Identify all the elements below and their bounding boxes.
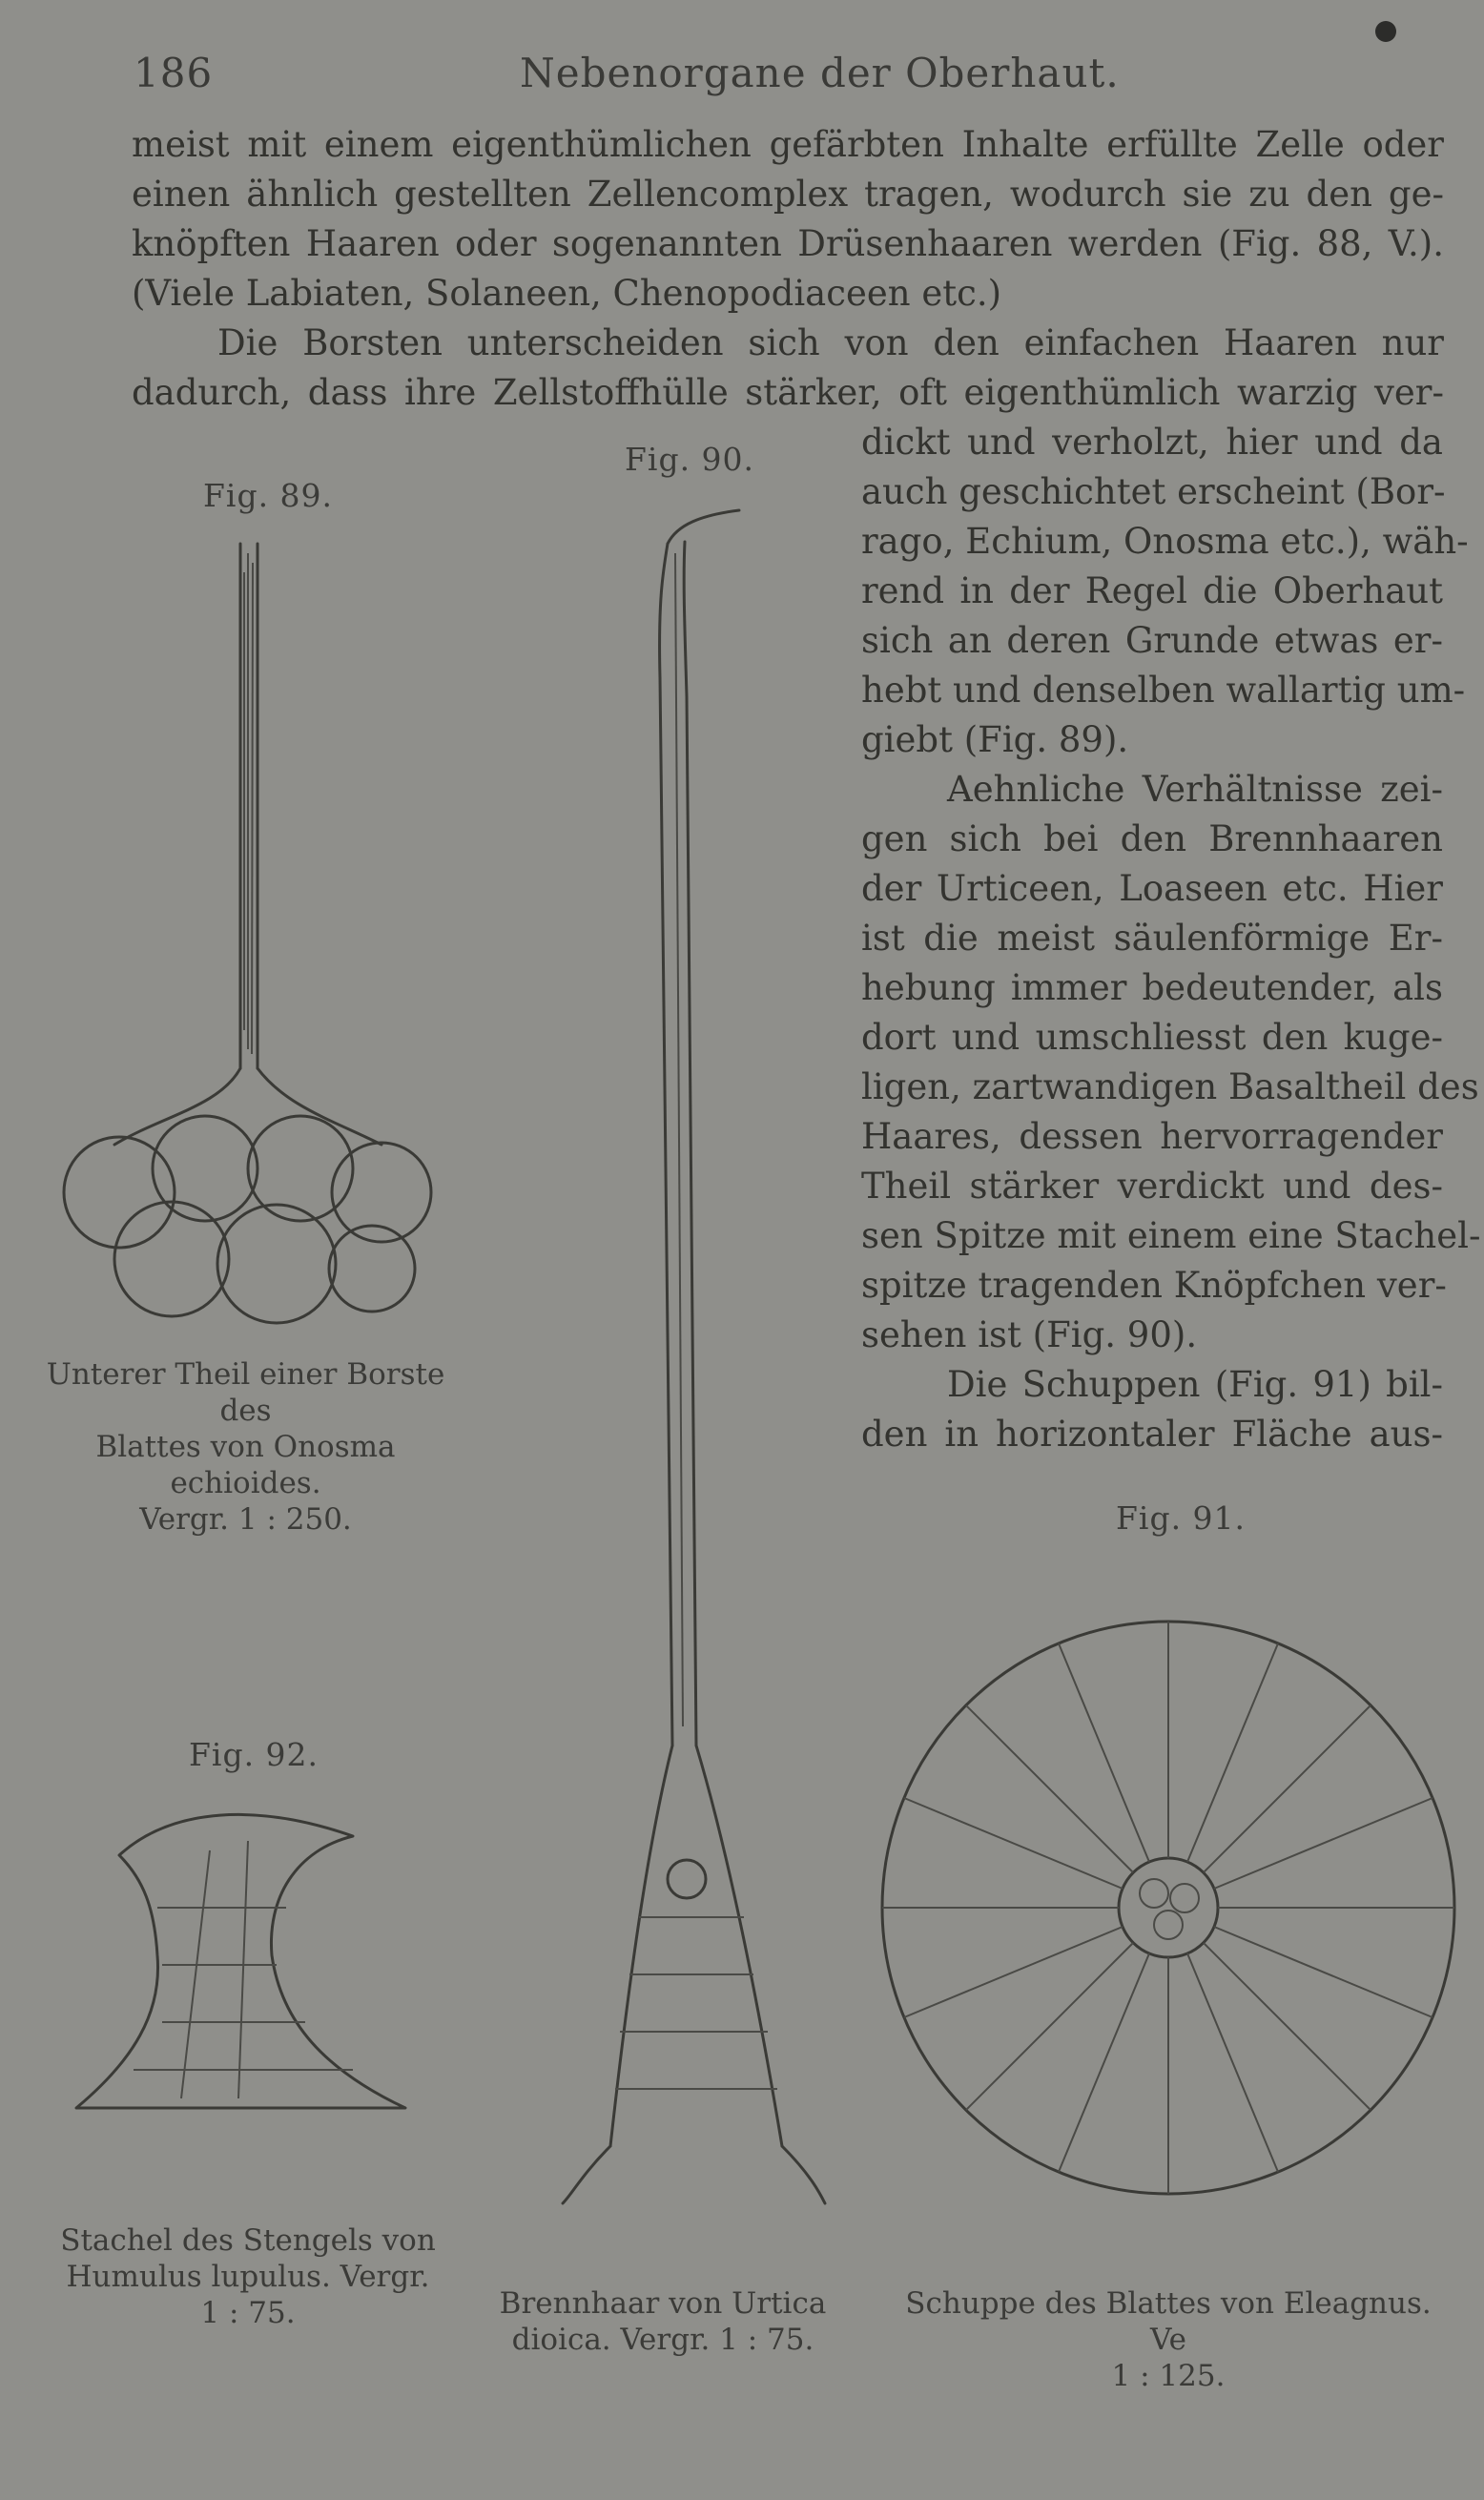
text-line: giebt (Fig. 89). xyxy=(861,719,1129,760)
text-line: rend in der Regel die Oberhaut xyxy=(861,570,1443,611)
ink-spot xyxy=(1375,21,1396,42)
text-line: sen Spitze mit einem eine Stachel- xyxy=(861,1215,1481,1256)
text-line: Haares, dessen hervorragender xyxy=(861,1116,1443,1157)
fig91-label: Fig. 91. xyxy=(1116,1499,1247,1537)
page-number: 186 xyxy=(134,50,214,96)
text-line: hebt und denselben wallartig um- xyxy=(861,670,1466,711)
text-line: dadurch, dass ihre Zellstoffhülle stärker, oft eigenthümlich warzig ver- xyxy=(132,372,1444,413)
text-line: Theil stärker verdickt und des- xyxy=(861,1166,1443,1207)
text-line: hebung immer bedeutender, als xyxy=(861,967,1443,1008)
text-line: dort und umschliesst den kuge- xyxy=(861,1017,1443,1058)
text-line: Aehnliche Verhältnisse zei- xyxy=(947,769,1443,810)
fig89-caption: Unterer Theil einer Borste des Blattes von Onosma echioides. Vergr. 1 : 250. xyxy=(46,1357,445,1537)
fig90-label: Fig. 90. xyxy=(625,441,755,478)
text-line: den in horizontaler Fläche aus- xyxy=(861,1414,1443,1455)
running-head: Nebenorgane der Oberhaut. xyxy=(520,50,1120,96)
text-line: ist die meist säulenförmige Er- xyxy=(861,918,1443,959)
text-line: knöpften Haaren oder sogenannten Drüsenhaaren werden (Fig. 88, V.). xyxy=(132,223,1444,264)
text-line: einen ähnlich gestellten Zellencomplex tragen, wodurch sie zu den ge- xyxy=(132,174,1444,215)
text-line: spitze tragenden Knöpfchen ver- xyxy=(861,1265,1447,1306)
text-line: rago, Echium, Onosma etc.), wäh- xyxy=(861,521,1469,562)
text-line: der Urticeen, Loaseen etc. Hier xyxy=(861,868,1443,909)
fig92-illustration xyxy=(67,1793,429,2175)
fig89-illustration xyxy=(29,534,467,1326)
text-line: (Viele Labiaten, Solaneen, Chenopodiaceen etc.) xyxy=(132,273,1002,314)
fig90-caption: Brennhaar von Urtica dioica. Vergr. 1 : 75. xyxy=(499,2286,827,2357)
text-line: sich an deren Grunde etwas er- xyxy=(861,620,1443,661)
fig92-caption: Stachel des Stengels von Humulus lupulus. Vergr. 1 : 75. xyxy=(60,2223,436,2330)
fig90-illustration xyxy=(496,486,897,2232)
text-line: gen sich bei den Brennhaaren xyxy=(861,818,1443,859)
text-line: auch geschichtet erscheint (Bor- xyxy=(861,471,1446,512)
text-line: ligen, zartwandigen Basaltheil des xyxy=(861,1066,1479,1107)
text-line: meist mit einem eigenthümlichen gefärbten Inhalte erfüllte Zelle oder xyxy=(132,124,1444,165)
fig91-illustration xyxy=(887,1564,1459,2251)
text-line: Die Schuppen (Fig. 91) bil- xyxy=(947,1364,1443,1405)
text-line: sehen ist (Fig. 90). xyxy=(861,1314,1198,1355)
text-line: dickt und verholzt, hier und da xyxy=(861,422,1443,463)
fig91-caption: Schuppe des Blattes von Eleagnus. Ve 1 : 125. xyxy=(905,2286,1432,2393)
text-line: Die Borsten unterscheiden sich von den einfachen Haaren nur xyxy=(217,322,1444,363)
fig92-label: Fig. 92. xyxy=(189,1736,319,1773)
fig89-label: Fig. 89. xyxy=(203,477,334,514)
